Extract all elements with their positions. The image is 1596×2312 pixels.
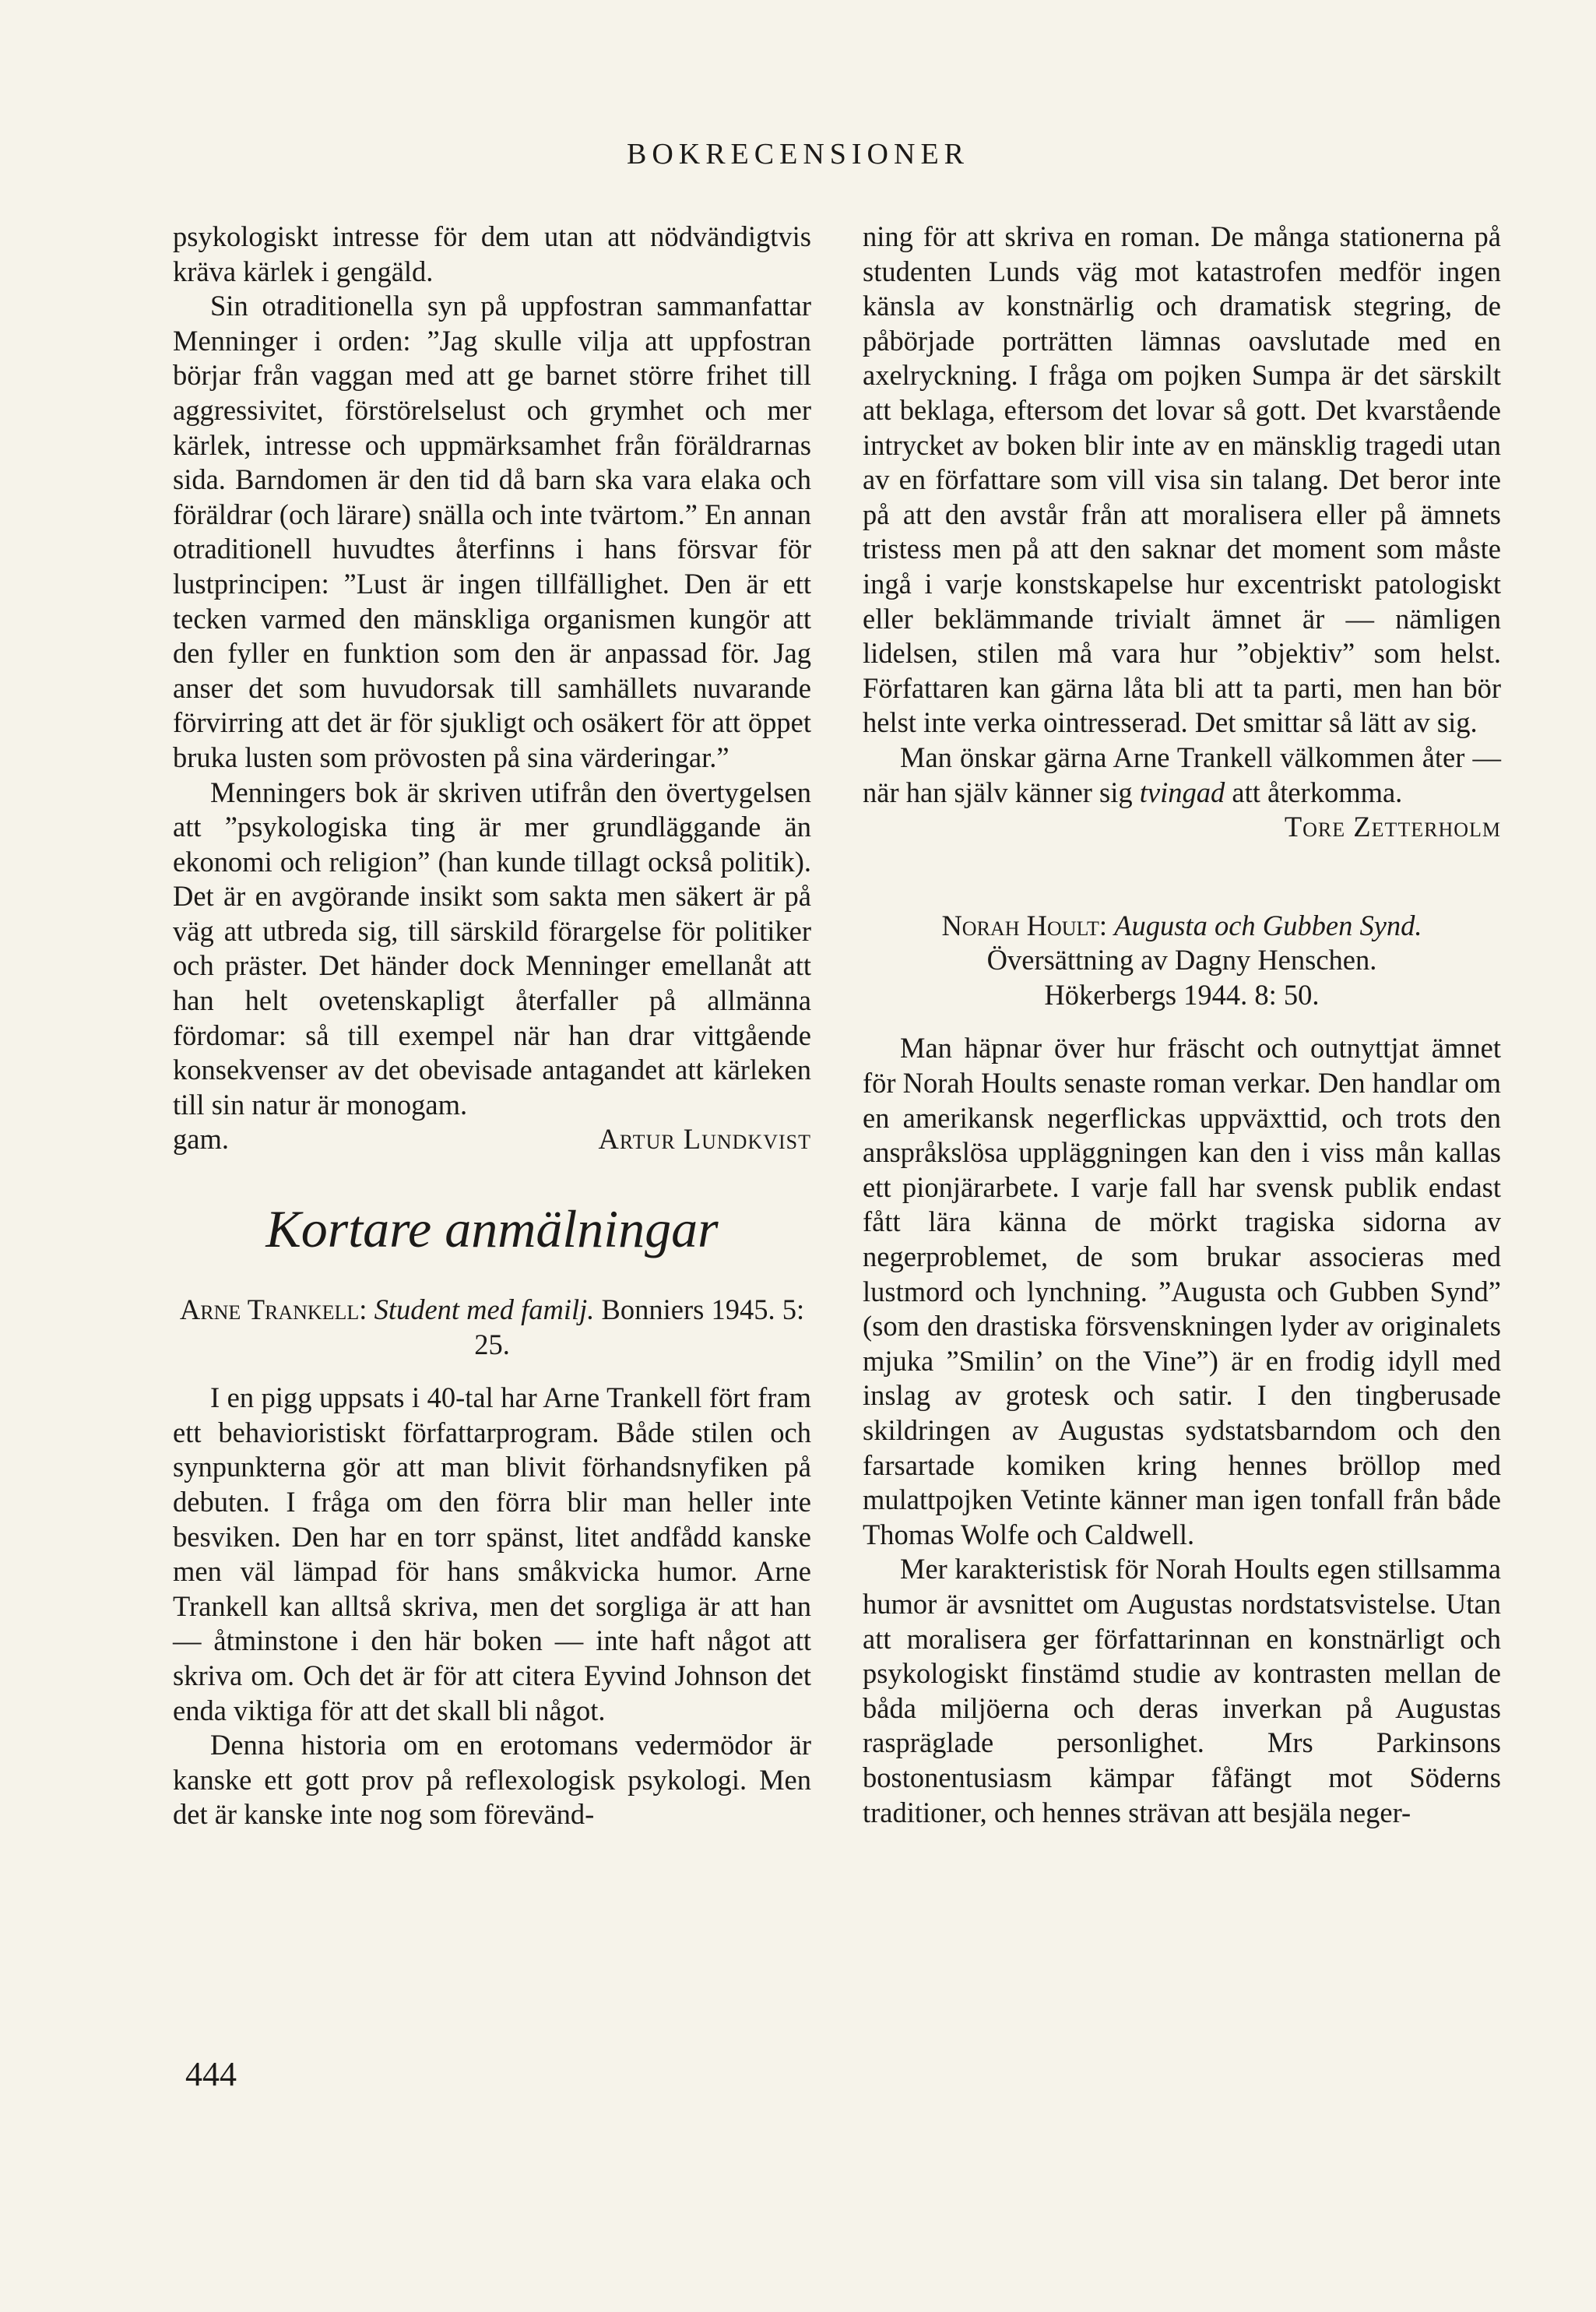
paragraph: Mer karakteristisk för Norah Hoults egen stillsamma humor är avsnittet om Augustas nordstatsvistelse. Utan att moralisera ger författarinnan en konstnärligt och psykologiskt finstämd studie av kontrasten mellan de båda miljöerna och deras inverkan på Augustas raspräglade personlighet. Mrs Parkinsons bostonentusiasm kämpar fåfängt mot Söderns traditioner, och hennes strävan att besjäla neger- <box>863 1553 1501 1828</box>
paragraph: ning för att skriva en roman. De många stationerna på studenten Lunds väg mot katastrofen medför ingen känsla av konstnärlig och dramatisk stegring, de påbörjade porträtten lämnas oavslutade med en axelryckning. I fråga om pojken Sumpa är det särskilt att beklaga, eftersom det lovar så gott. Det kvarstående intrycket av boken blir inte av en mänsklig tragedi utan av en författare som vill visa sin talang. Det beror inte på att den avstår från att moralisera eller på ämnets tristess men på att den saknar det moment som måste ingå i varje konstskapelse hur excentriskt patologiskt eller beklämmande trivialt ämnet är — nämligen lidelsen, stilen må vara hur ”objektiv” som helst. Författaren kan gärna låta bli att ta parti, men han bör helst inte verka ointresserad. Det smittar så lätt av sig. <box>863 220 1501 739</box>
page-number: 444 <box>185 2055 237 2093</box>
review-author: Norah Hoult: <box>941 909 1108 941</box>
paragraph-end: gam. <box>173 1123 229 1156</box>
paragraph: psykologiskt intresse för dem utan att nödvändigtvis kräva kärlek i gengäld. <box>173 220 811 287</box>
review-heading <box>173 1293 811 1362</box>
review-publisher: Bonniers 1945. 5: 25. <box>474 1293 805 1360</box>
review-heading <box>863 909 1501 1013</box>
italic-word: tvingad <box>1139 776 1225 808</box>
signature-line <box>863 810 1501 845</box>
review-publisher: Hökerbergs 1944. 8: 50. <box>1044 978 1320 1011</box>
paragraph <box>863 741 1501 810</box>
paragraph-text: att återkomma. <box>1232 776 1403 808</box>
paragraph: I en pigg uppsats i 40-tal har Arne Trankell fört fram ett behavioristiskt författarprogram. Både stilen och synpunkterna gör att man blivit förhandsnyfiken på debuten. I fråga om den förra blir man heller inte besviken. Den har en torr spänst, litet andfådd kanske men väl lämpad för hans småkvicka humor. Arne Trankell kan alltså skriva, men det sorgliga är att han — åtminstone i den här boken — inte haft något att skriva om. Och det är för att citera Eyvind Johnson det enda viktiga för att det skall bli något. <box>173 1381 811 1726</box>
section-title: Kortare anmälningar <box>265 1199 719 1259</box>
review-author: Arne Trankell: <box>179 1293 367 1326</box>
paragraph: Denna historia om en erotomans vedermödor är kanske ett gott prov på reflexologisk psykologi. Men det är kanske inte nog som förevänd- <box>173 1729 811 1831</box>
paragraph: Man häpnar över hur fräscht och outnyttjat ämnet för Norah Hoults senaste roman verkar. Den handlar om en amerikansk negerflickas uppväxttid, och trots den anspråkslösa uppläggningen kan den i viss mån kallas ett pionjärarbete. I varje fall har svensk publik endast fått lära känna de mörkt tragiska sidorna av negerproblemet, de som brukar associeras med lustmord och lynchning. ”Augusta och Gubben Synd” (som den drastiska försvenskningen lyder av originalets mjuka ”Smilin’ on the Vine”) är en frodig idyll med inslag av grotesk och satir. I den tingberusade skildringen av Augustas sydstatsbarndom och den farsartade komiken kring hennes bröllop med mulattpojken Vetinte känner man igen tonfall från både Thomas Wolfe och Caldwell. <box>863 1032 1501 1550</box>
running-header: BOKRECENSIONER <box>626 138 970 171</box>
right-column <box>863 220 1501 1830</box>
paragraph: Menningers bok är skriven utifrån den övertygelsen att ”psykologiska ting är mer grundläggande än ekonomi och religion” (han kunde tillagt också politik). Det är en avgörande insikt som sakta men säkert är på väg att utbreda sig, till särskild förargelse för politiker och präster. Det händer dock Menninger emellanåt att han helt ovetenskapligt återfaller på allmänna fördomar: så till exempel när han drar vittgående konsekvenser av det obevisade antagandet att kärleken till sin natur är monogam. <box>173 776 811 1121</box>
review-book-title: Augusta och Gubben Synd. <box>1114 909 1422 941</box>
left-column <box>173 220 811 1832</box>
signature: Artur Lundkvist <box>598 1123 811 1156</box>
signature: Tore Zetterholm <box>1284 811 1501 843</box>
paragraph: Sin otraditionella syn på uppfostran sammanfattar Menninger i orden: ”Jag skulle vilja att uppfostran börjar från vaggan med att ge barnet större frihet till aggressivitet, förstörelselust och grymhet och mer kärlek, intresse och uppmärksamhet från föräldrarnas sida. Barndomen är den tid då barn ska vara elaka och föräldrar (och lärare) snälla och inte tvärtom.” En annan otraditionell huvudtes återfinns i hans försvar för lustprincipen: ”Lust är ingen tillfällighet. Den är ett tecken varmed den mänskliga organismen kungör att den fyller en funktion som den är anpassad för. Jag anser det som huvudorsak till samhällets nuvarande förvirring att det är för sjukligt och osäkert för att öppet bruka lusten som prövosten på sina värderingar.” <box>173 290 811 773</box>
review-book-title: Student med familj. <box>374 1293 595 1326</box>
review-translation: Översättning av Dagny Henschen. <box>986 944 1377 977</box>
paragraph-text: Man önskar gärna Arne Trankell välkommen åter — när han själv känner sig <box>863 741 1501 808</box>
signature-line <box>173 1122 811 1157</box>
